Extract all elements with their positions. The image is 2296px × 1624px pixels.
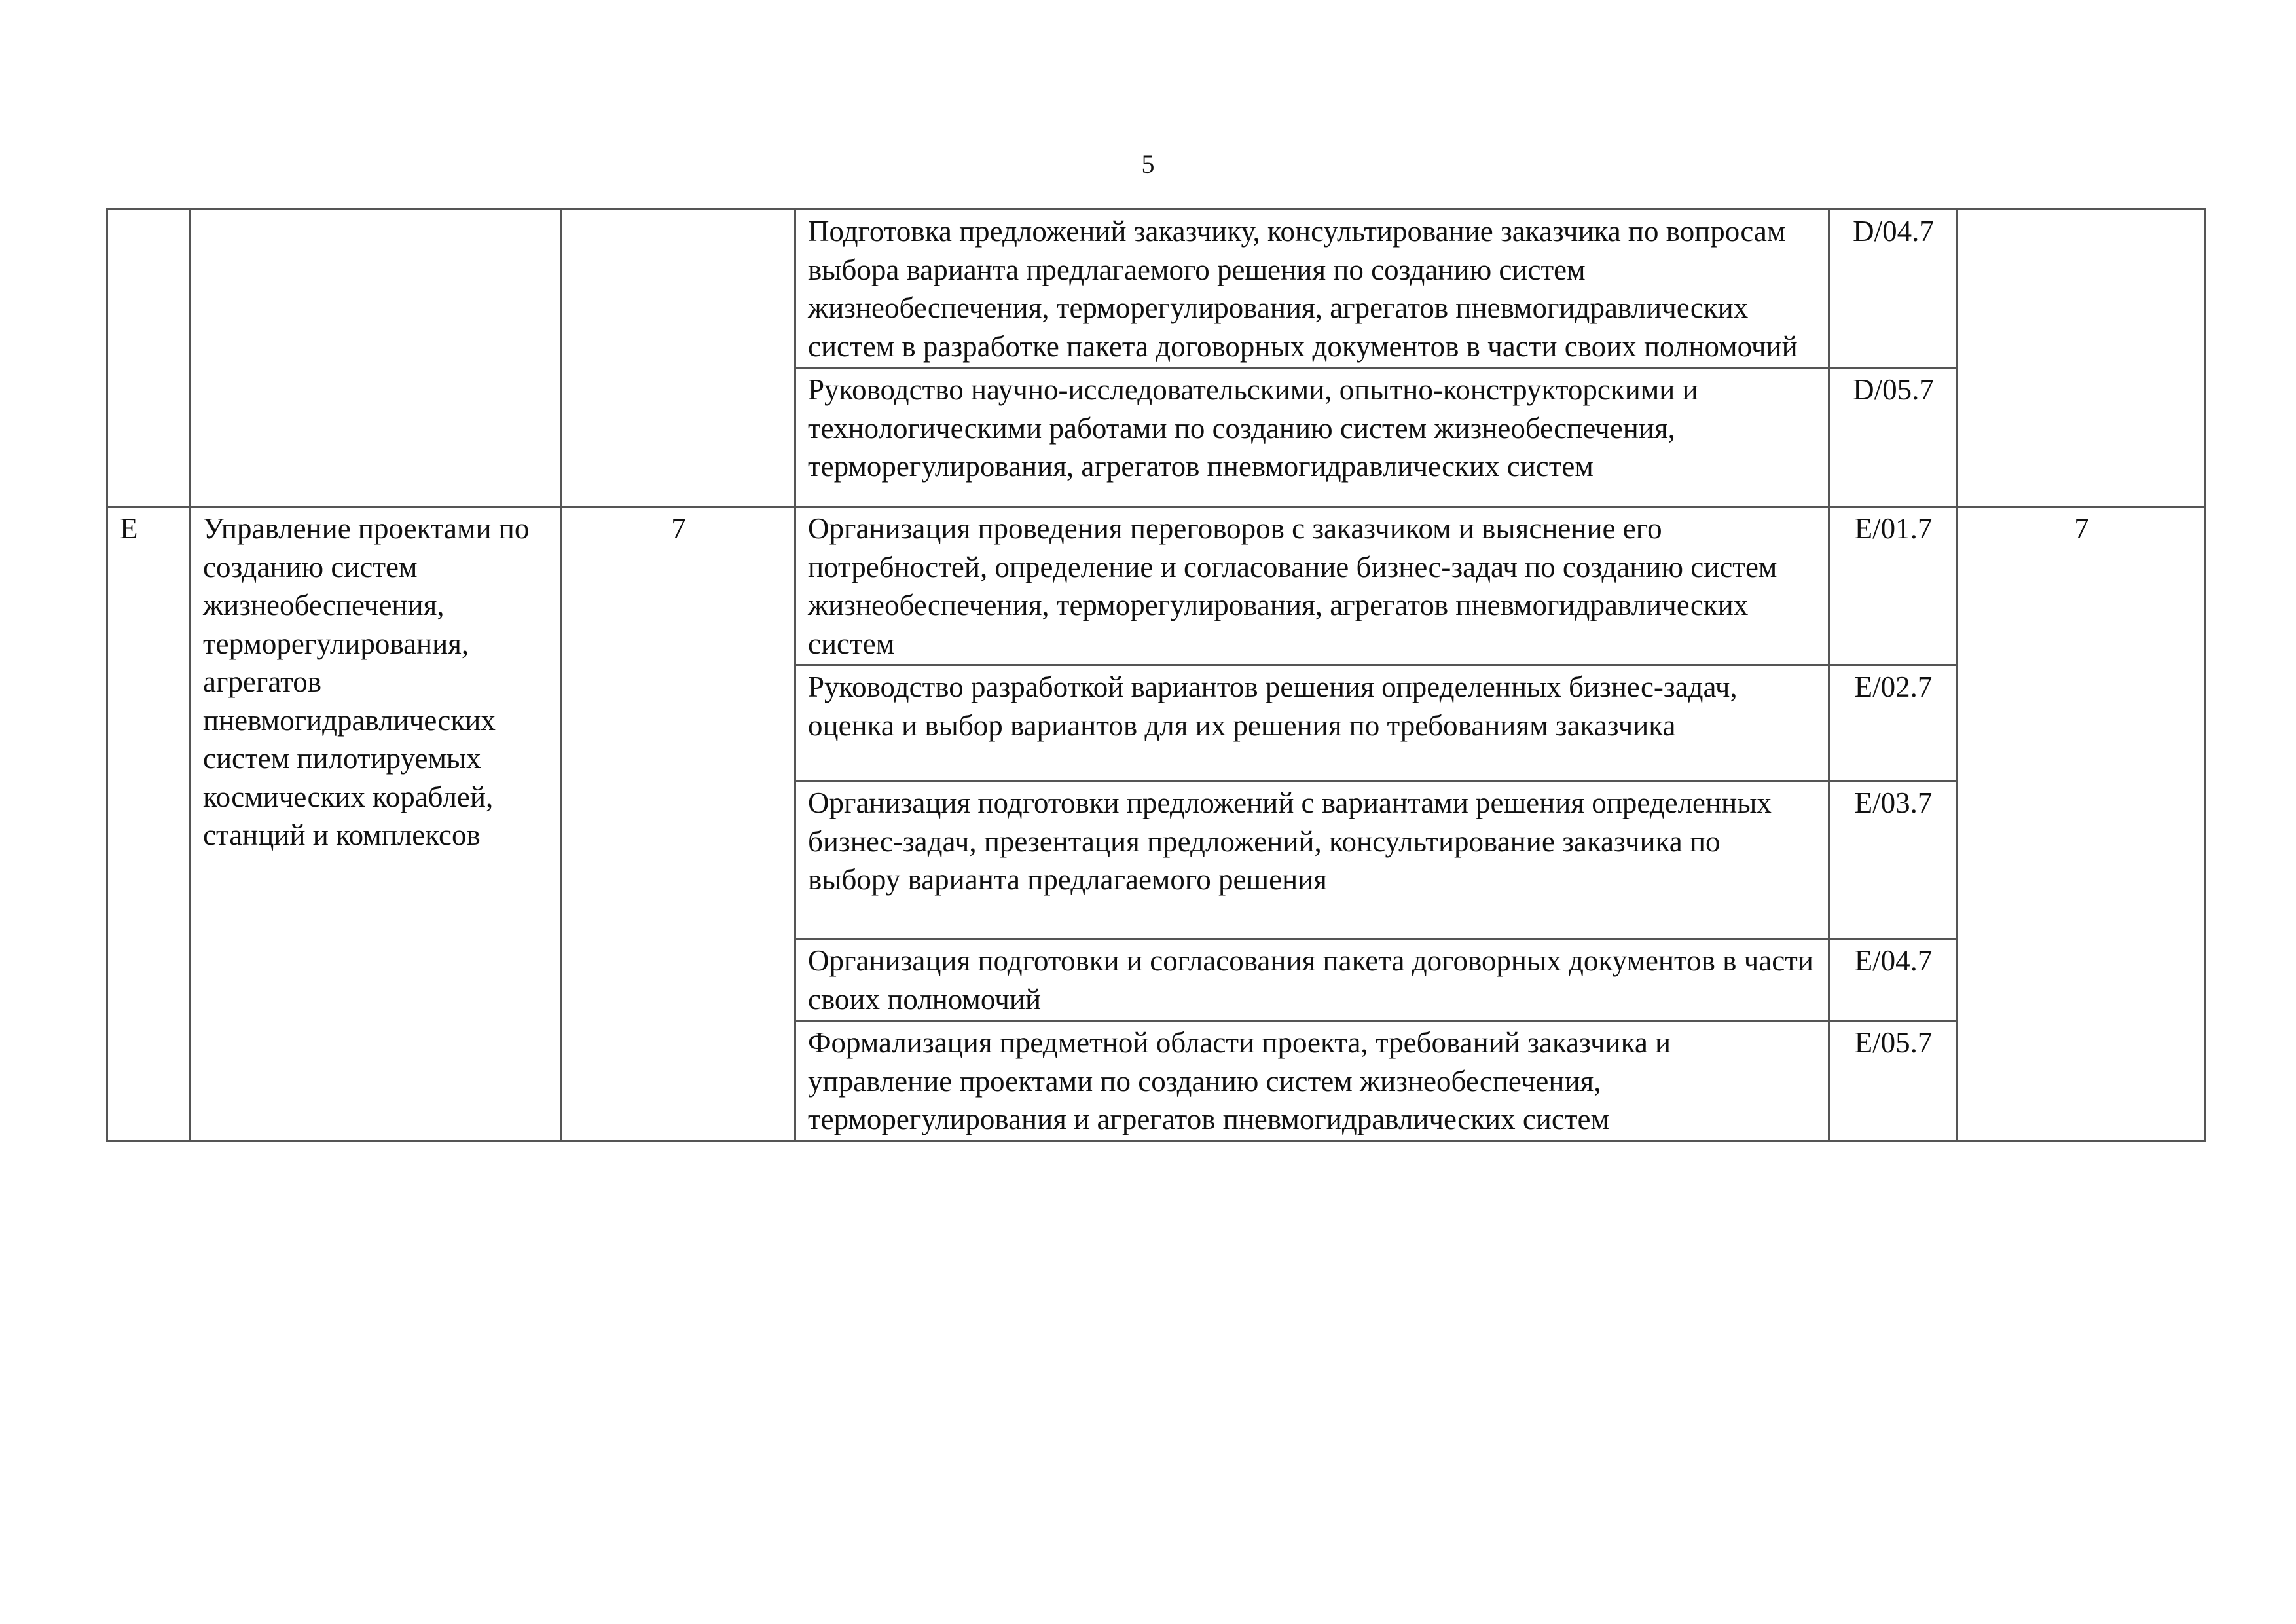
- group-code: E: [107, 507, 191, 1141]
- table-row: [107, 507, 2206, 665]
- function-level-cell-empty: [1957, 210, 2206, 507]
- function-code: D/04.7: [1829, 210, 1957, 368]
- group-code-cell-empty: [107, 210, 191, 507]
- function-description: Руководство научно-исследовательскими, опытно-конструкторскими и технологическими работами по созданию систем жизнеобеспечения, терморегулирования, агрегатов пневмогидравлических систем: [795, 368, 1829, 507]
- function-code: E/02.7: [1829, 665, 1957, 781]
- function-description: Организация подготовки предложений с вариантами решения определенных бизнес-задач, презентация предложений, консультирование заказчика по выбору варианта предлагаемого решения: [795, 781, 1829, 939]
- function-code: E/03.7: [1829, 781, 1957, 939]
- function-description: Подготовка предложений заказчику, консультирование заказчика по вопросам выбора варианта предлагаемого решения по созданию систем жизнеобеспечения, терморегулирования, агрегатов пневмогидравлических систем в разработке пакета договорных документов в части своих полномочий: [795, 210, 1829, 368]
- group-name-cell-empty: [191, 210, 561, 507]
- function-description: Организация подготовки и согласования пакета договорных документов в части своих полномочий: [795, 939, 1829, 1021]
- function-qualification-level: 7: [1957, 507, 2206, 1141]
- function-code: D/05.7: [1829, 368, 1957, 507]
- function-description: Формализация предметной области проекта, требований заказчика и управление проектами по созданию систем жизнеобеспечения, терморегулирования и агрегатов пневмогидравлических систем: [795, 1021, 1829, 1141]
- table-row: [107, 210, 2206, 368]
- group-level-cell-empty: [561, 210, 795, 507]
- function-description: Организация проведения переговоров с заказчиком и выяснение его потребностей, определение и согласование бизнес-задач по созданию систем жизнеобеспечения, терморегулирования, агрегатов пневмогидравлических систем: [795, 507, 1829, 665]
- group-name: Управление проектами по созданию систем жизнеобеспечения, терморегулирования, агрегатов пневмогидравлических систем пилотируемых космических кораблей, станций и комплексов: [191, 507, 561, 1141]
- function-description: Руководство разработкой вариантов решения определенных бизнес-задач, оценка и выбор вариантов для их решения по требованиям заказчика: [795, 665, 1829, 781]
- function-code: E/01.7: [1829, 507, 1957, 665]
- function-code: E/04.7: [1829, 939, 1957, 1021]
- professional-standard-table: [106, 208, 2206, 1142]
- group-qualification-level: 7: [561, 507, 795, 1141]
- page-number: 5: [1141, 149, 1155, 179]
- function-code: E/05.7: [1829, 1021, 1957, 1141]
